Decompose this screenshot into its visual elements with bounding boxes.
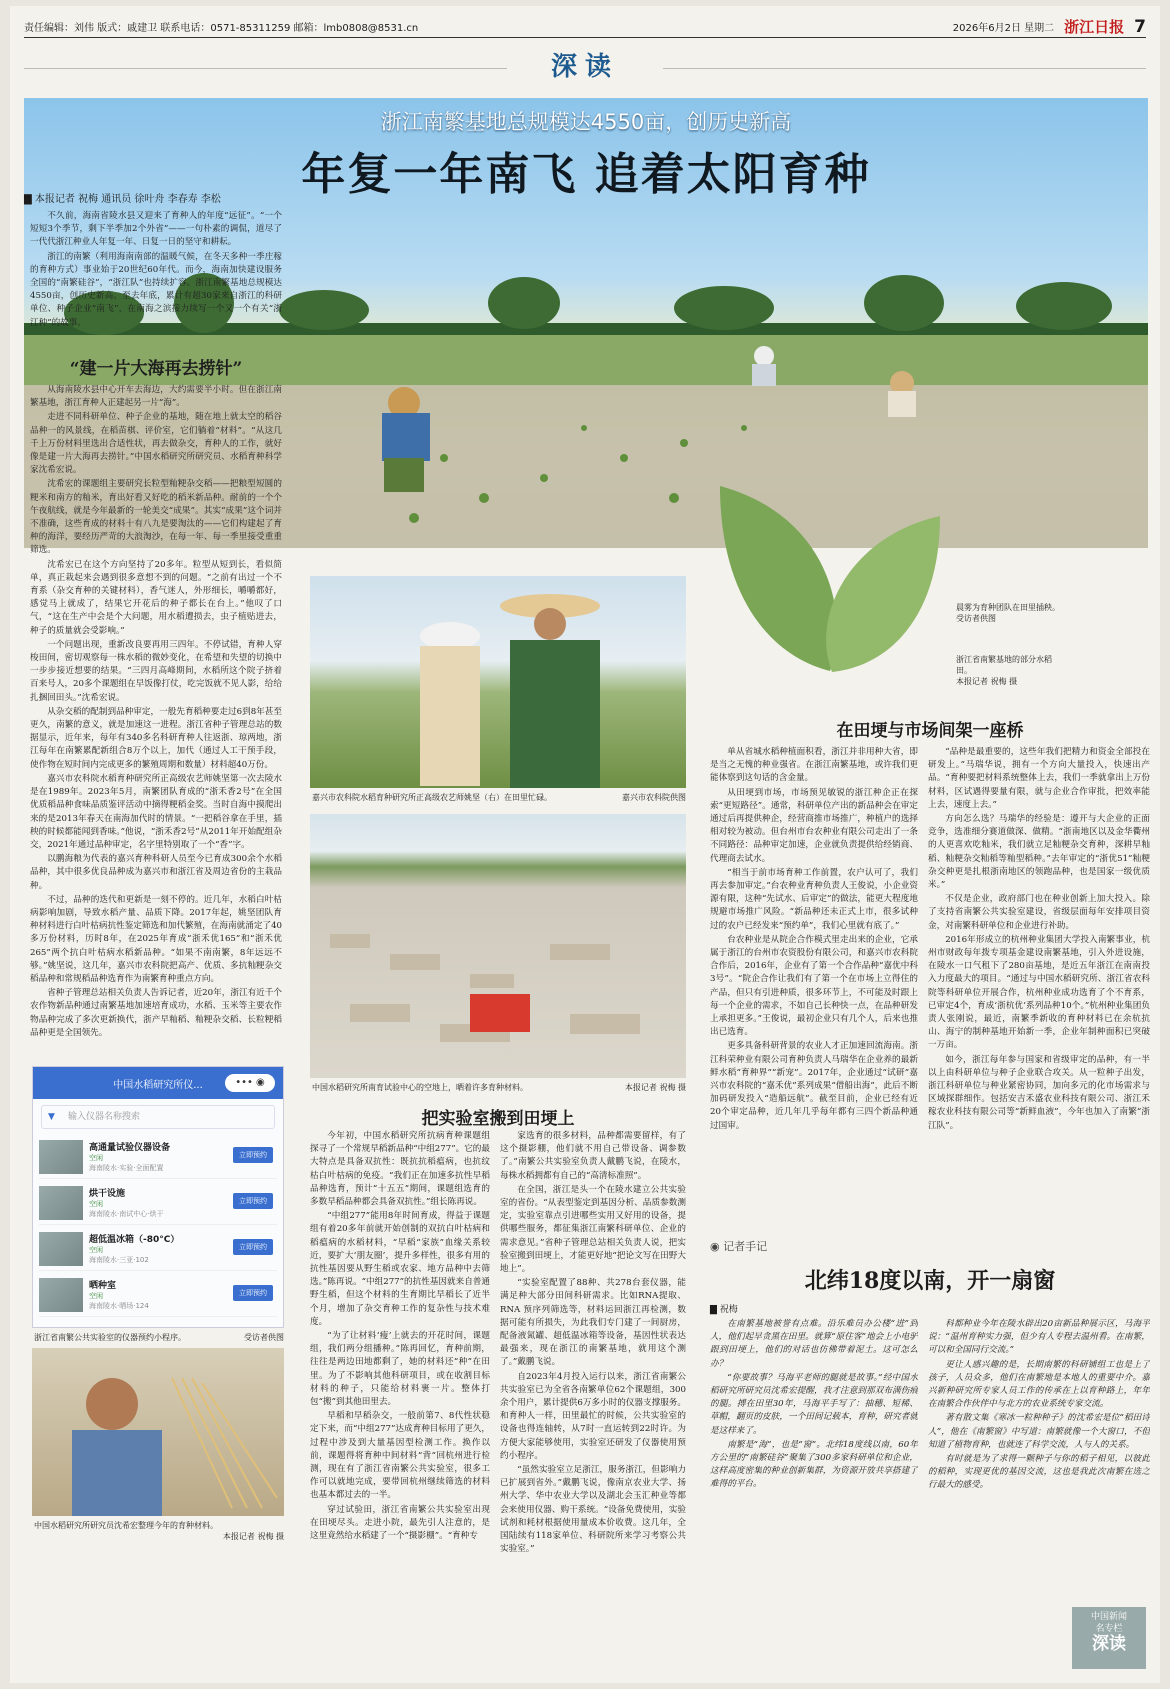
subheading-2: 把实验室搬到田埂上 — [421, 1109, 575, 1129]
notes-col-1: 在南繁基地被誉有点难。沿乐难员办公楼“进”到人，他们起早贪黑在田里。就算“原住客”地会上小电驴跟到田埂上，他们的对话也仿佛带着泥土。这可怎么办？ “你要故事？马海平老师的腿就是故事。”经中国水稻研究所研究员沈希宏提醒，我才注意到那双布满伤痕的腿。搏在田里30年，马海平手写了：抽穗、短稀、草帽，翻页的皮肤，一个田间记载本，育种，研究者就是这样来了。 南繁是“海”，也是“窗”。北纬18度线以南，60年方公里的“南繁硅谷”聚集了300多家科研单位和企业，这样高度密集的种业创新集群，为资源开放共享搭建了难得的平台。 — [710, 1319, 918, 1490]
list-item[interactable]: 烘干设施 空闲 海南陵水·南试中心·烘干 立即预约 — [39, 1181, 277, 1225]
booking-app-screenshot — [32, 1066, 284, 1328]
app-title-bar: 中国水稻研究所仪... ••• ◉ — [33, 1067, 283, 1099]
column-badge: 中国新闻 名专栏 深读 — [1072, 1607, 1146, 1669]
subheading-1: “建一片大海再去捞针” — [69, 359, 243, 379]
notes-col-2: 科都种业今年在陵水辟出20亩新品种展示区，马海平说：“温州育种实力强，但少有人专程去温州看。在南繁，可以和全国同行交流。” 更让人感兴趣的是，长期南繁的科研铺组工也是上了孩子，人员众多，他们在南繁地是本地人的重要中介。嘉兴新种研究所专家人员工作的传承在上以育种路上，年年在南繁合作伙伴中与北方的农业系统专家交流。 著有散文集《寒冰一粒种种子》的沈希宏是位“稻田诗人”，他在《南繁窗》中写道：南繁就像一个大窗口，不但知道了植物育种，也就连了科学交流，人与人的关系。 有时就是为了求得一颗种子与你的稻子相见，以彼此的稻种，实现更优的基因交流，这也是我此次南繁在选之行最大的感受。 — [928, 1319, 1150, 1491]
list-item[interactable]: 超低温冰箱（-80°C） 空闲 海南陵水·三亚·102 立即预约 — [39, 1227, 277, 1271]
search-input[interactable]: ▼ 输入仪器名称搜索 — [41, 1105, 275, 1129]
drying-ground-photo — [310, 814, 686, 1078]
column-4: 单从省城水稻种植面积看，浙江并非用种大省，即是当之无愧的种业强省。在浙江南繁基地，或许我们更能体察到这句话的含金量。 从田埂到市场，市场预见敏锐的浙江种企正在探索“更短路径”。通常，科研单位产出的新品种会在审定通过后再提供种企，经营商推市场推广，种植户的选择相对较为被动。但台州市台农种业有限公司走出了一条不同路径：品种审定加速，企业就负责提供给经销商、代理商去试水。 “相当于前市场育种工作前置，农户认可了，我们再去参加审定。”台农种业育种负责人王俊说，小企业资源有限，这种“先试水、后审定”的做法，能更大程度地规避市场推广风险。“新品种还未正式上市，很多试种过的农户已经发来“预约单”，我们心里就有底了。” 台农种业是从院企合作模式里走出来的企业，它承属于浙江的台州市农资股份有限公司，和嘉兴市农科院合作后，2016年，企业有了第一个合作品种“嘉优中科3号”。“院企合作让我们有了第一个在市场上立得住的产品，但只有引进种质，很多环节上，不可能及时跟上每一个企业的需求，不如自己长种快一点，在品种研发上承担更多。”王俊说，最初企业只有几个人，后来也推出已选育。 更多具备科研背景的农业人才正加速回流海南。浙江科荣种业有限公司育种负责人马瑞华在企业养的最新鲜水稻“育种界”“新宠”。2017年，企业通过“试研”嘉兴市农科院的“嘉禾优”系列成果“借船出海”，此后不断加码研发投入“造船远航”。截至目前，企业已经有近20个审定品种，近几年几乎每年都有三四个新品种通过国审。 — [710, 747, 918, 1131]
column-2: 今年初，中国水稻研究所抗病育种课题组探寻了一个常规早稻新品种“中组277”。它的最大特点是具备双抗性：既抗抗稻瘟病，也抗纹枯白叶枯病的免疫。“我们正在加速多抗性早稻品种选育，预计“十五五”期间，课题组选育的多数早稻品种都会具备双抗性。”组长陈再说。 “中组277”能用8年时间育成，得益于课题组有着20多年前就开始创制的双抗白叶枯病和稻瘟病的水稻材料，“早稻“家族”血缘关系较近，要扩大‘朋友圈’，提升多样性，很多有用的抗性基因要从野生稻或农家、地方品种中去筛选。”陈再说。“中组277”的抗性基因就来自普通野生稻，但这个材料的生育期比早稻长了近半个月，增加了杂交育种工作的复杂性与技术难度。 “为了让材料‘瘦’上就去的开花时间，课题组，我们两分组播种。”陈再回忆，育种前期，往往是两边田地都剩了，她的材料还“种”在田里。为了不影响其他科研项目，或在收割目标材料的种子，只能给材料裹一片。整体打包“搬”到其他田里去。 早稻和早稻杂交，一般前第7、8代性状稳定下来，而“中组277”达成育种目标用了更久，过程中涉及到大量基因型检测工作。换作以前，课题得将育种中间材料“背”回杭州进行检测，现在有了浙江省南繁公共实验室，很多工作可以就地完成，要带回杭州继续筛选的材料也基本都过去的一半。 穿过试验田，浙江省南繁公共实验室出现在田埂尽头。走进小院，最先引人注意的，是这里竟然给水稻建了一个“摄影棚”。“育种专 — [310, 1131, 490, 1542]
column-1: 从海南陵水县中心开车去海边，大约需要半小时。但在浙江南繁基地，浙江育种人正建起另一片“海”。 走进不同科研单位、种子企业的基地，随在地上就太空的稻谷品种一的风景线，在稻苗棋、评价室，它们躺着“材料”。“从这几千上万份材料里选出合适性状，再去做杂交，育种人的工作，就好像是建一片大海再去捞针。”中国水稻研究所研究员、水稻育种科学家沈希宏说。 沈希宏的课题组主要研究长粒型籼粳杂交稻——把粮型短圆的粳米和南方的籼米，育出好看又好吃的稻米新品种。耐前的一个个午夜航线，就是今年最新的一轮美交“成果”。其实“成果”这个词并不准确，这些育成的材料十有八九是要淘汰的——它们构建起了育种的海洋，要经历严苛的大浪淘沙，在每一年、每一季里接受重重筛选。 沈希宏已在这个方向坚持了20多年。粒型从短到长，看似简单，真正栽起来会遇到很多意想不到的问题。“之前有出过一个不育系（杂交育种的关键材料），香气迷人，外形细长，嚼嚼都好，感觉马上就成了，结果它开花后的种子都长在台上。”他叹了口气，“这在生产中会是个大问题，用水稻遭损去，虫子植贴进去，种子的质量就会受影响。” 一个问题出现，重新改良要再用三四年。不停试错，育种人穿梭田间，密切观察每一株水稻的微妙变化，在希望和失望的切换中一步步接近想要的结果。“三四月高峰期间，水稻所这个院子挤着百来号人，20多个课题组在早饭像打仗，吃完饭就不见人影，给给扎捆回田头。”沈希宏说。 从杂交稻的配制到品种审定，一般先育稻种要走过6到8年甚至更久，南繁的意义，就是加速这一进程。浙江省种子管理总站的数据显示，近年来，每年有340多名科研育种人往返浙、琼两地，浙江每年在南繁累配新组合8万个以上，加代（通过人工干预手段，使作物在短时间内完成更多的繁殖周期和数量）材料超40万份。 嘉兴市农科院水稻育种研究所正高级农艺师姚坚第一次去陵水是在1989年。2023年5月，南繁团队育成的“浙禾香2号”在全国优质稻品种食味品质鉴评活动中摘得粳稻金奖。当时自海中摸爬出来的是2013年春天在南海加代时的情景。“一把稻谷拿在手里，插秧的时候都能闻到香味。”他说，“浙禾香2号”从2011年开始配组杂交，2021年通过品种审定，名字里特别取了一个“香”字。 以鹏海粮为代表的嘉兴育种科研人员至今已育成300余个水稻品种，其中很多优良品种成为嘉兴市和浙江省及周边省份的主栽品种。 不过，品种的迭代和更新是一刻不停的。近几年，水稻白叶枯病影响加剧，导致水稻产量、品质下降。2017年起，姚坚团队育种材料进行白叶枯病抗性鉴定筛选和加代繁殖，在海南就涌定了40多万份材料，历时8年，在2025年育成“浙禾优165”和“浙禾优265”两个抗白叶枯病水稻新品种。“如果不南南繁，8年远远不够。”姚坚说，这几年，嘉兴市农科院把高产、优质、多抗籼粳杂交稻品种和常规稻品种选育作为南繁育种重点方向。 省种子管理总站相关负责人告诉记者，近20年，浙江有近千个农作物新品种通过南繁基地加速培育成功，水稻、玉米等主要农作物品种完成了多次更新换代，浙产早籼稻、籼粳杂交稻、长粒粳稻品种更是全国领先。 — [30, 385, 282, 1038]
book-button[interactable]: 立即预约 — [233, 1285, 273, 1301]
list-item[interactable]: 晒种室 空闲 海南陵水·晒场·124 立即预约 — [39, 1273, 277, 1317]
headline: 年复一年南飞 追着太阳育种 — [301, 149, 871, 200]
list-item[interactable]: 高通量试验仪器设备 空闲 海南陵水·实验·全面配置 立即预约 — [39, 1135, 277, 1179]
filter-icon: ▼ — [48, 1112, 55, 1122]
book-button[interactable]: 立即预约 — [233, 1193, 273, 1209]
byline: ▇ 本报记者 祝梅 通讯员 徐叶舟 李春寿 李松 — [24, 194, 221, 205]
intro-text: 不久前，海南省陵水县又迎来了育种人的年度“远征”。“一个短短3个季节，剩下半季加2个外省”——一句朴素的调侃，道尽了一代代浙江种业人年复一年、日复一日的坚守和耕耘。 浙江的南繁（利用海南南部的温暖气候，在冬天多种一季庄稼的育种方式）事业始于20世纪60年代。而今，海南加快建设服务全国的“南繁硅谷”，“浙江队”也持续扩容。浙江南繁基地总规模达4550亩，创历史新高。至去年底，累计有超30家来自浙江的科研单位、种子企业“南飞”，在南海之滨接力续写一个又一个有关“浙江种”的故事。 — [30, 211, 282, 328]
field-work-photo — [310, 576, 686, 788]
book-button[interactable]: 立即预约 — [233, 1147, 273, 1163]
field-work-caption: 嘉兴市农科院水稻育种研究所正高级农艺师姚坚（右）在田里忙碌。 嘉兴市农科院供图 — [312, 793, 686, 802]
researcher-photo — [32, 1348, 284, 1516]
leaf-field-caption-2: 浙江省南繁基地的部分水稻田。 本报记者 祝梅 摄 — [956, 655, 1052, 686]
column-5: “品种是最重要的，这些年我们把精力和资金全部投在研发上。”马瑞华说，拥有一个方向大量投入，快速出产品。“育种要把材料系统整体上去，我们一季就拿出上万份材料，区试遇得要量有限，就与企业合作审批，把效率能上去，速度上去。” 方向怎么选？马瑞华的经验是：遵开与大企业的正面竞争，选准细分赛道做深、做精。“浙南地区以及金华衢州的人更喜欢吃籼米，我们就立足籼粳杂交育种，深耕早籼稻、籼粳杂交籼稻等籼型稻种。”去年审定的“浙优51”籼粳杂交种更是扎根浙南地区的领跑品种，也是国家一级优质米。” 不仅是企业，政府部门也在种业创新上加大投入。除了支持省南繁公共实验室建设，省级层面每年安排项目资金，对南繁科研单位和企业进行补助。 2016年形成立的杭州种业集团大学投入南繁事业，杭州市财政每年拨专项基金建设南繁基地，引入外进设施，在陵水一口气租下了280亩基地，是近五年浙江在南南投入力度最大的项目。“通过与中国水稻研究所、浙江省农科院等科研单位开展合作，杭州种业成功选育了个不育系，已审定4个，育成‘浙杭优’系列品种10个。”杭州种业集团负责人张刚说，最近，南繁季新收的育种材料已在余杭抗山、海宁的制种基地开始新一季，企业年制种面积已突破一万亩。 如今，浙江每年参与国家和省级审定的品种，有一半以上由科研单位与种子企业联合攻关。从一粒种子出发，浙江科研单位与种业紧密协同，加向多元的化市场需求与区域探群细作。包括安吉禾盛农业科技有限公司、浙江禾稼农业科技有限公司等“新鲜血液”，今年也加入了南繁“浙江队”。 — [928, 747, 1150, 1131]
leaf-field-caption-1: 晨雾为育种团队在田里插秧。 受访者供图 — [956, 603, 1060, 623]
subheading-3: 在田埂与市场间架一座桥 — [836, 721, 1024, 741]
page-number: 7 — [1134, 16, 1146, 37]
newspaper-page — [10, 6, 1160, 1683]
menu-icon[interactable]: ••• ◉ — [225, 1074, 275, 1092]
researcher-caption: 中国水稻研究所研究员沈希宏整理今年的育种材料。 本报记者 祝梅 摄 — [34, 1521, 284, 1541]
page-header — [24, 16, 1146, 38]
column-3: 家选育的很多材料，品种都需要留样，有了这个摄影棚，他们就不用自己带设备、调参数了。”南繁公共实验室负责人戴鹏飞说，在陵水，每株水稻拥都有自己的“高清标准照”。 在全国，浙江是头一个在陵水建立公共实验室的省份。“从表型鉴定到基因分析、品质参数测定，实验室靠点引进哪些实用又好用的设备，提供哪些服务，都征集浙江南繁科研单位、企业的需求意见。”省种子管理总站相关负责人说，把实验室搬到田埂上，才能更好地“把论文写在田野大地上”。 “实验室配置了88种、共278台套仪器，能满足种大部分田间科研需求。比如RNA提取、RNA 预序列筛选等，材料运回浙江再检测，数据可能有所损失，为此我们专门建了一间厨房，配备液氮罐、超低温冰箱等设备，基因性状表达最强来，现在浙江的南繁基地，就用这个测了。”戴鹏飞说。 自2023年4月投入运行以来，浙江省南繁公共实验室已为全省各南繁单位62个课题组，300余个用户，累计提供6万多小时的仪器支撑服务。和育种人一样，田里最忙的时候，公共实验室的设备也得连轴转，从7时一直运转到22时许。为方便大家能够使用，实验室还研发了仪器使用预约小程序。 “虽然实验室立足浙江，服务浙江，但影响力已扩展到省外。”戴鹏飞说，像南京农业大学、扬州大学、华中农业大学以及湖北会玉汇种业等都会来使用仪器、购干系统。“设备免费使用，实验试剂和耗材根据使用量成本价收费。这几年，全国陆续有118家单位、科研院所来学习考察公共实验室。” — [500, 1131, 686, 1555]
notes-title: 北纬18度以南，开一扇窗 — [804, 1268, 1056, 1294]
section-title: 深读 — [10, 46, 1160, 90]
editor-info: 责任编辑：刘伟 版式：戚建卫 联系电话：0571-85311259 邮箱：lmb0808@8531.cn — [24, 23, 419, 34]
notes-label: ◉ 记者手记 — [710, 1240, 768, 1253]
kicker: 浙江南繁基地总规模达4550亩，创历史新高 — [380, 110, 792, 134]
book-button[interactable]: 立即预约 — [233, 1239, 273, 1255]
leaf-field-photo — [710, 476, 950, 676]
phone-caption: 浙江省南繁公共实验室的仪器预约小程序。 受访者供图 — [34, 1333, 284, 1342]
paper-logo: 浙江日报 — [1064, 18, 1125, 36]
drying-ground-caption: 中国水稻研究所南育试验中心的空地上，晒着许多育种材料。 本报记者 祝梅 摄 — [312, 1083, 686, 1092]
issue-date: 2026年6月2日 星期二 — [952, 23, 1055, 34]
notes-byline: ▇ 祝梅 — [710, 1305, 738, 1315]
